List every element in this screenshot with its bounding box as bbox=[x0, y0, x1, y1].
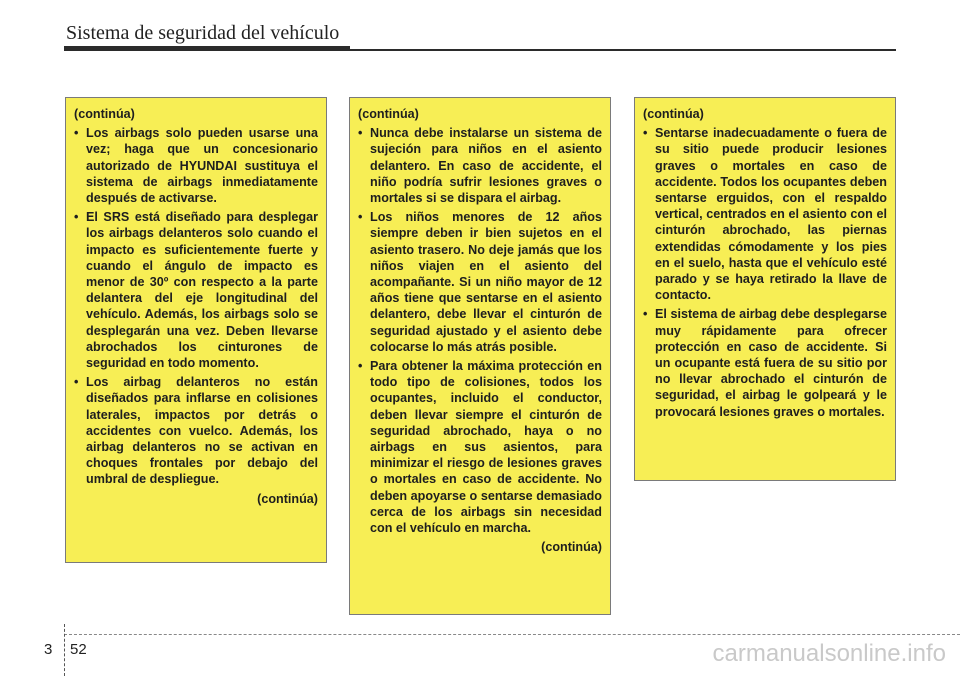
warning-box-3 bbox=[634, 97, 896, 481]
bullet-text: El SRS está diseñado para desplegar los airbags delanteros solo cuando el impacto es suficientemente fuerte y cuando el ángulo de impacto es menor de 30º con respecto a la parte delantera del eje longitudinal del vehículo. Además, los airbags solo se desplegarán una vez. Deben llevarse abrochados los cinturones de seguridad en todo momento. bbox=[86, 210, 318, 371]
bullet-text: Los niños menores de 12 años siempre deben ir bien sujetos en el asiento trasero. No deje jamás que los niños viajen en el asiento del acompañante. Si un niño mayor de 12 años tiene que sentarse en el asiento delantero, debe llevar el cinturón de seguridad ajustado y el asiento debe colocarse lo más atrás posible. bbox=[370, 210, 602, 354]
bullet-item bbox=[643, 306, 887, 419]
bullet-dot-icon: • bbox=[358, 126, 363, 141]
continued-label-top: (continúa) bbox=[74, 107, 135, 121]
bullet-dot-icon: • bbox=[74, 126, 79, 141]
bullet-item bbox=[74, 209, 318, 371]
bullet-dot-icon: • bbox=[358, 210, 363, 225]
bullet-dot-icon: • bbox=[358, 359, 363, 374]
bullet-text: Los airbags solo pueden usarse una vez; haga que un concesionario autorizado de HYUNDAI sustituya el sistema de airbags inmediatamente después de activarse. bbox=[86, 126, 318, 206]
warning-box-2 bbox=[349, 97, 611, 615]
bullet-item bbox=[358, 209, 602, 355]
watermark-text: carmanualsonline.info bbox=[712, 640, 946, 667]
bullet-item bbox=[358, 125, 602, 206]
bullet-item bbox=[643, 125, 887, 303]
bullet-item bbox=[74, 125, 318, 206]
bullet-item bbox=[358, 358, 602, 536]
header-rule-thin bbox=[350, 49, 896, 51]
bullet-text: Para obtener la máxima protección en todo tipo de colisiones, todos los ocupantes, incluido el conductor, deben llevar siempre el cinturón de seguridad abrochado, haya o no airbags en sus asientos, para minimizar el riesgo de lesiones graves o mortales en caso de accidente. No deben apoyarse o sentarse demasiado cerca de los airbags sin necesidad con el vehículo en marcha. bbox=[370, 359, 602, 536]
continued-label-top: (continúa) bbox=[643, 107, 704, 121]
bullet-text: Nunca debe instalarse un sistema de sujeción para niños en el asiento delantero. En caso de accidente, el niño podría sufrir lesiones graves o mortales si se dispara el airbag. bbox=[370, 126, 602, 206]
page-number: 52 bbox=[70, 641, 87, 658]
bullet-dot-icon: • bbox=[643, 307, 648, 322]
page-header-title: Sistema de seguridad del vehículo bbox=[66, 22, 340, 44]
continued-label-bottom: (continúa) bbox=[541, 540, 602, 555]
bullet-text: Sentarse inadecuadamente o fuera de su sitio puede producir lesiones graves o mortales en caso de accidente. Todos los ocupantes deben sentarse erguidos, con el respaldo vertical, centrados en el asiento con el cinturón abrochado, las piernas extendidas cómodamente y los pies en el suelo, hasta que el vehículo esté parado y se haya retirado la llave de contacto. bbox=[655, 126, 887, 303]
bullet-dot-icon: • bbox=[643, 126, 648, 141]
continued-label-top: (continúa) bbox=[358, 107, 419, 121]
footer-rule bbox=[64, 634, 960, 635]
bullet-item bbox=[74, 374, 318, 487]
continued-label-bottom: (continúa) bbox=[257, 491, 318, 506]
bullet-text: Los airbag delanteros no están diseñados para inflarse en colisiones laterales, impactos por detrás o accidentes con vuelco. Además, los airbag delanteros no se activan en choques frontales por debajo del umbral de despliegue. bbox=[86, 375, 318, 487]
bullet-dot-icon: • bbox=[74, 210, 79, 225]
chapter-number: 3 bbox=[44, 641, 53, 658]
header-rule-thick bbox=[64, 46, 350, 51]
warning-box-1 bbox=[65, 97, 327, 563]
bullet-text: El sistema de airbag debe desplegarse muy rápidamente para ofrecer protección en caso de accidente. Si un ocupante está fuera de su sitio por no llevar abrochado el cinturón de seguridad, el airbag le golpeará y le provocará lesiones graves o mortales. bbox=[655, 307, 887, 419]
bullet-dot-icon: • bbox=[74, 375, 79, 390]
footer-divider bbox=[64, 624, 65, 676]
